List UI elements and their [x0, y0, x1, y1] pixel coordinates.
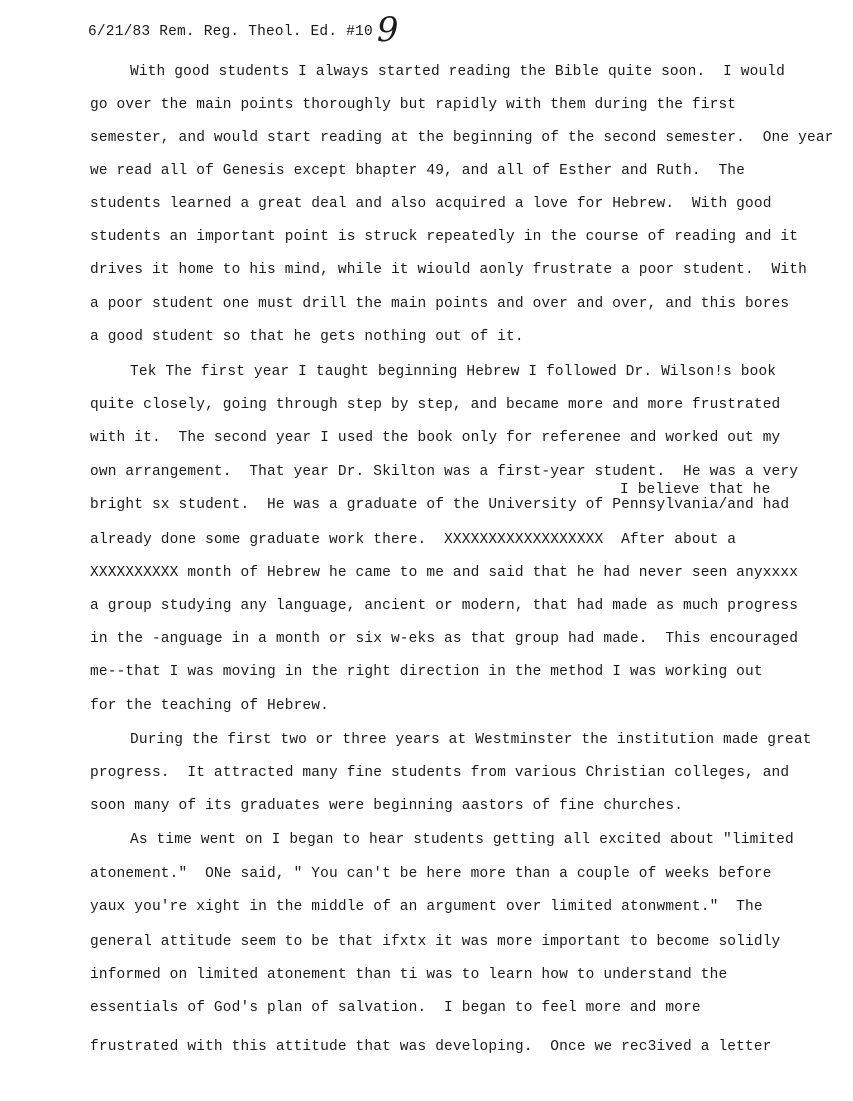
- text-line: drives it home to his mind, while it wiould aonly frustrate a poor student. With: [90, 262, 807, 278]
- text-line: general attitude seem to be that ifxtx it was more important to become solidly: [90, 934, 781, 950]
- page-header: [88, 4, 399, 50]
- text-line: quite closely, going through step by step, and became more and more frustrated: [90, 397, 781, 413]
- text-line: yaux you're xight in the middle of an argument over limited atonwment." The: [90, 899, 763, 915]
- text-line: semester, and would start reading at the beginning of the second semester. One year: [90, 130, 834, 146]
- text-line: already done some graduate work there. XXXXXXXXXXXXXXXXXX After about a: [90, 532, 737, 548]
- handwritten-page-number: 9: [376, 10, 399, 50]
- text-line: progress. It attracted many fine students from various Christian colleges, and: [90, 765, 790, 781]
- text-line: me--that I was moving in the right direction in the method I was working out: [90, 664, 763, 680]
- header-typed-text: 6/21/83 Rem. Reg. Theol. Ed. #10: [88, 24, 373, 40]
- text-line: a good student so that he gets nothing out of it.: [90, 329, 524, 345]
- text-line: with it. The second year I used the book only for referenee and worked out my: [90, 430, 781, 446]
- text-line: in the -anguage in a month or six w-eks as that group had made. This encouraged: [90, 631, 799, 647]
- text-line: atonement." ONe said, " You can't be here more than a couple of weeks before: [90, 866, 772, 882]
- text-line: As time went on I began to hear students getting all excited about "limited: [130, 832, 794, 848]
- text-line: frustrated with this attitude that was developing. Once we rec3ived a letter: [90, 1039, 772, 1055]
- text-line: a poor student one must drill the main points and over and over, and this bores: [90, 296, 790, 312]
- text-line: Tek The first year I taught beginning Hebrew I followed Dr. Wilson!s book: [130, 364, 777, 380]
- text-line: for the teaching of Hebrew.: [90, 698, 329, 714]
- text-line: essentials of God's plan of salvation. I began to feel more and more: [90, 1000, 701, 1016]
- text-line: bright sx student. He was a graduate of the University of Pennsylvania/and had: [90, 497, 790, 513]
- text-line: soon many of its graduates were beginning aastors of fine churches.: [90, 798, 684, 814]
- text-line: students learned a great deal and also acquired a love for Hebrew. With good: [90, 196, 772, 212]
- text-line: we read all of Genesis except bhapter 49, and all of Esther and Ruth. The: [90, 163, 746, 179]
- text-line: During the first two or three years at Westminster the institution made great: [130, 732, 812, 748]
- text-line: a group studying any language, ancient or modern, that had made as much progress: [90, 598, 799, 614]
- interlinear-insertion: I believe that he: [620, 482, 771, 498]
- text-line: students an important point is struck repeatedly in the course of reading and it: [90, 229, 799, 245]
- text-line: go over the main points thoroughly but rapidly with them during the first: [90, 97, 737, 113]
- text-line: With good students I always started reading the Bible quite soon. I would: [130, 64, 786, 80]
- text-line: XXXXXXXXXX month of Hebrew he came to me and said that he had never seen anyxxxx: [90, 565, 799, 581]
- text-line: own arrangement. That year Dr. Skilton was a first-year student. He was a very: [90, 464, 799, 480]
- text-line: informed on limited atonement than ti was to learn how to understand the: [90, 967, 728, 983]
